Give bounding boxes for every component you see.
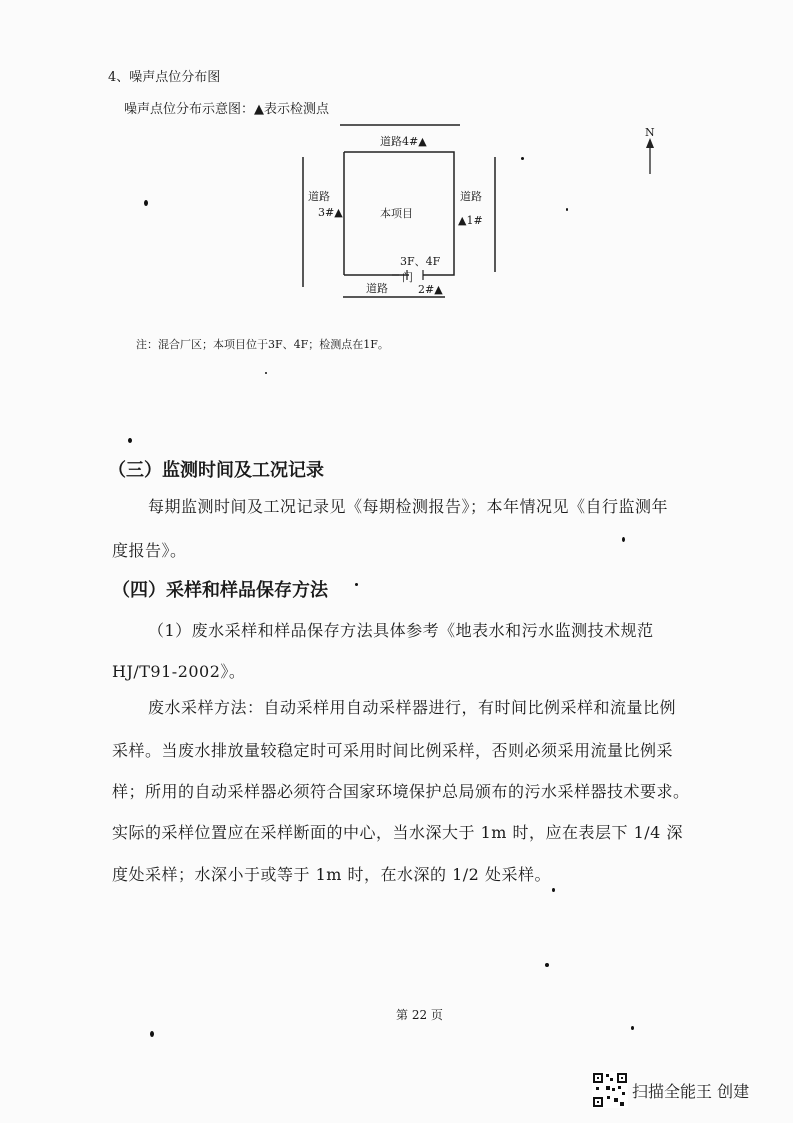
section-heading-4: （四）采样和样品保存方法 xyxy=(112,580,328,601)
section-title: 4、噪声点位分布图 xyxy=(108,70,221,85)
paragraph-line: 样；所用的自动采样器必须符合国家环境保护总局颁布的污水采样器技术要求。 xyxy=(112,782,690,801)
label-road-left: 道路 xyxy=(308,190,330,203)
label-north: N xyxy=(645,126,655,139)
paragraph-line: 度报告》。 xyxy=(112,541,187,560)
paragraph-line: HJ/T91-2002》。 xyxy=(112,662,246,681)
qr-code-icon xyxy=(592,1072,628,1108)
label-road-top: 道路4#▲ xyxy=(380,135,427,148)
paragraph-line: 实际的采样位置应在采样断面的中心，当水深大于 1m 时，应在表层下 1/4 深 xyxy=(112,823,683,842)
paragraph-line: （1）废水采样和样品保存方法具体参考《地表水和污水监测技术规范 xyxy=(148,621,654,640)
watermark-text: 扫描全能王 创建 xyxy=(632,1082,750,1101)
paragraph-line: 每期监测时间及工况记录见《每期检测报告》；本年情况见《自行监测年 xyxy=(148,497,669,516)
label-floors: 3F、4F xyxy=(400,255,441,268)
label-road-right: 道路 xyxy=(460,190,482,203)
noise-point-diagram xyxy=(295,112,655,302)
page-number: 第 22 页 xyxy=(396,1008,443,1022)
paragraph-line: 度处采样；水深小于或等于 1m 时，在水深的 1/2 处采样。 xyxy=(112,865,551,884)
label-gate: 门 xyxy=(402,271,413,284)
paragraph-line: 采样。当废水排放量较稳定时可采用时间比例采样，否则必须采用流量比例采 xyxy=(112,741,674,760)
diagram-caption: 噪声点位分布示意图：▲表示检测点 xyxy=(124,102,329,117)
diagram-note: 注：混合厂区；本项目位于3F、4F；检测点在1F。 xyxy=(136,338,389,351)
label-project: 本项目 xyxy=(380,207,413,220)
section-heading-3: （三）监测时间及工况记录 xyxy=(108,460,324,481)
label-point-2: 2#▲ xyxy=(418,283,443,296)
label-point-1: ▲1# xyxy=(458,214,483,227)
paragraph-line: 废水采样方法：自动采样用自动采样器进行，有时间比例采样和流量比例 xyxy=(148,698,677,717)
north-arrow-icon xyxy=(646,138,654,148)
label-point-3: 3#▲ xyxy=(318,206,343,219)
label-road-bottom: 道路 xyxy=(366,282,388,295)
